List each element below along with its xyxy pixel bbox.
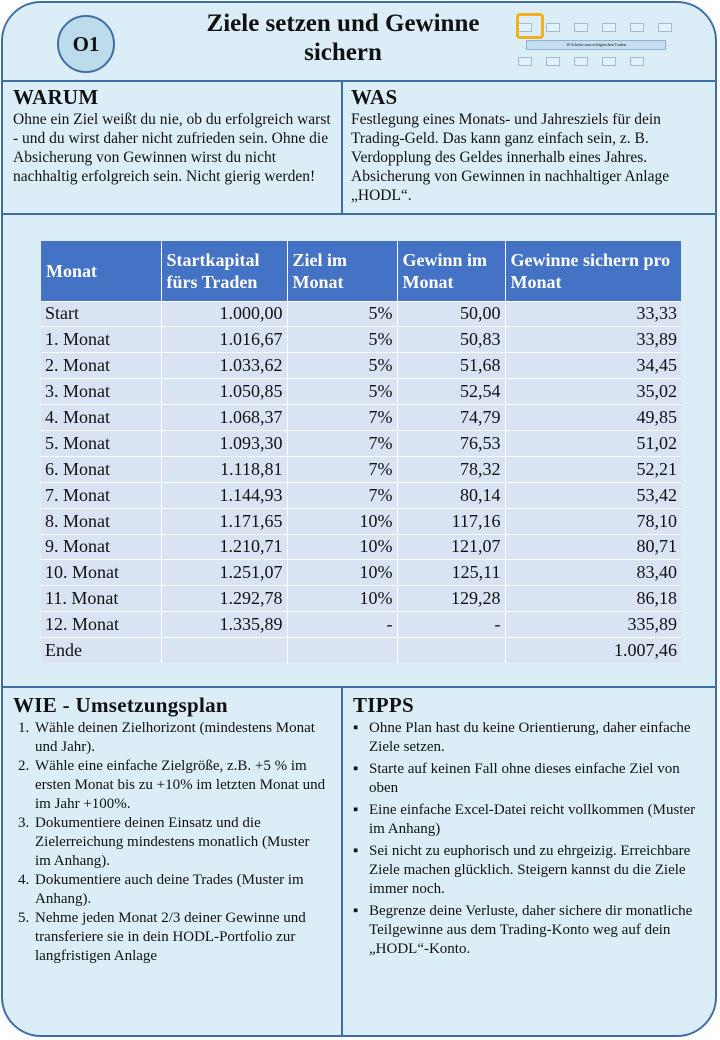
table-row [41,430,681,456]
tipps-list-item: ▪ Eine einfache Excel-Datei reicht vollkommen (Muster im Anhang) [351,801,709,839]
wie-list-item: 3. Dokumentiere deinen Einsatz und die Zielerreichung mindestens monatlich (Muster im Anhang). [33,814,329,871]
table-cell: 78,32 [397,456,505,482]
table-cell: 52,54 [397,379,505,405]
step-box [630,23,644,32]
table-cell: 5% [287,327,397,353]
column-header-profit: Gewinn im Monat [397,241,505,301]
warum-text: Ohne ein Ziel weißt du nie, ob du erfolgreich warst - und du wirst daher nicht zufrieden sein. Ohne die Absicherung von Gewinnen wirst du nicht nachhaltig erfolgreich sein. Nicht gierig werden! [13,111,331,185]
wie-list [11,719,329,966]
column-header-start-capital: Startkapital fürs Traden [161,241,287,301]
table-cell: Ende [41,638,161,664]
table-row [41,327,681,353]
wie-list-item: 1. Wähle deinen Zielhorizont (mindestens Monat und Jahr). [33,719,329,757]
table-cell: 1.093,30 [161,430,287,456]
step-badge [57,15,115,73]
tipps-list-item: ▪ Starte auf keinen Fall ohne dieses einfache Ziel von oben [351,760,709,798]
table-cell: 1.068,37 [161,405,287,431]
steps-overview-graphic [508,11,683,73]
was-text: Festlegung eines Monats- und Jahresziels für dein Trading-Geld. Das kann ganz einfach sein, z. B. Verdopplung des Geldes innerhalb eines Jahres. Absicherung von Gewinnen in nachhaltiger Anlage „HODL“. [351,111,670,204]
table-cell: 1.251,07 [161,560,287,586]
table-cell: 86,18 [505,586,681,612]
table-cell [161,638,287,664]
table-cell: 1.144,93 [161,482,287,508]
table-cell: 10% [287,560,397,586]
wie-heading: WIE - Umsetzungsplan [13,693,228,717]
wie-list-item: 4. Dokumentiere auch deine Trades (Muster im Anhang). [33,871,329,909]
column-header-month: Monat [41,241,161,301]
tipps-heading: TIPPS [353,693,415,717]
table-cell: 5% [287,301,397,327]
table-cell: 1.335,89 [161,612,287,638]
table-cell [287,638,397,664]
table-cell: 52,21 [505,456,681,482]
warum-heading: WARUM [13,85,99,109]
step-box [630,57,644,66]
table-cell: 74,79 [397,405,505,431]
table-cell: 10. Monat [41,560,161,586]
wie-list-item: 2. Wähle eine einfache Zielgröße, z.B. +5 % im ersten Monat bis zu +10% im letzten Monat und im Jahr +100%. [33,757,329,814]
table-cell: 10% [287,534,397,560]
table-cell: 53,42 [505,482,681,508]
table-cell: 5. Monat [41,430,161,456]
table-row [41,353,681,379]
steps-bar: 10 Schritte zum erfolgreichen Traden [526,40,666,50]
table-cell: 12. Monat [41,612,161,638]
table-cell: 7% [287,405,397,431]
divider [3,686,715,688]
table-cell: 1.171,65 [161,508,287,534]
table-cell: 4. Monat [41,405,161,431]
table-cell: 51,02 [505,430,681,456]
table-row [41,612,681,638]
table-cell: 7% [287,482,397,508]
table-cell: 10% [287,508,397,534]
tipps-list-item: ▪ Sei nicht zu euphorisch und zu ehrgeizig. Erreichbare Ziele machen glücklich. Steigern kannst du die Ziele immer noch. [351,842,709,899]
table-header-row [41,241,681,301]
tipps-list-item: ▪ Ohne Plan hast du keine Orientierung, daher einfache Ziele setzen. [351,719,709,757]
table-cell: 5% [287,353,397,379]
table-cell: 9. Monat [41,534,161,560]
table-cell: 83,40 [505,560,681,586]
step-badge-label: O1 [72,31,100,56]
table-cell: 7% [287,430,397,456]
step-box [574,57,588,66]
table-cell: 121,07 [397,534,505,560]
table-cell: 1.050,85 [161,379,287,405]
step-box [602,23,616,32]
step-box [546,57,560,66]
table-cell: 11. Monat [41,586,161,612]
divider [3,80,715,82]
table-row [41,534,681,560]
table-cell: 1.000,00 [161,301,287,327]
worksheet-card [1,1,717,1037]
page-title: Ziele setzen und Gewinne sichern [206,10,480,66]
table-cell: 1.007,46 [505,638,681,664]
table-cell: 50,00 [397,301,505,327]
divider [341,686,343,1037]
table-cell: 335,89 [505,612,681,638]
table-cell: 8. Monat [41,508,161,534]
table-cell: 1.210,71 [161,534,287,560]
table-row [41,560,681,586]
table-row [41,405,681,431]
table-cell: 49,85 [505,405,681,431]
table-cell: 78,10 [505,508,681,534]
table-cell: 80,71 [505,534,681,560]
goals-table [41,241,681,663]
table-cell: 7. Monat [41,482,161,508]
table-cell: 50,83 [397,327,505,353]
divider [341,80,343,213]
table-cell: - [287,612,397,638]
tipps-list-container [351,719,709,962]
column-header-goal: Ziel im Monat [287,241,397,301]
table-cell: 10% [287,586,397,612]
table-cell: Start [41,301,161,327]
table-cell: - [397,612,505,638]
step-box [602,57,616,66]
table-cell: 1. Monat [41,327,161,353]
step-box [518,57,532,66]
table-cell: 80,14 [397,482,505,508]
table-row [41,638,681,664]
table-cell: 3. Monat [41,379,161,405]
table-cell: 117,16 [397,508,505,534]
table-row [41,379,681,405]
current-step-highlight [516,13,544,39]
step-box [658,23,672,32]
table-cell: 1.292,78 [161,586,287,612]
table-cell: 129,28 [397,586,505,612]
wie-list-item: 5. Nehme jeden Monat 2/3 deiner Gewinne und transferiere sie in dein HODL-Portfolio zur langfristigen Anlage [33,909,329,966]
table-cell: 2. Monat [41,353,161,379]
table-cell: 5% [287,379,397,405]
table-row [41,456,681,482]
table-cell: 6. Monat [41,456,161,482]
step-box [546,23,560,32]
table-row [41,586,681,612]
table-cell: 1.033,62 [161,353,287,379]
wie-list-container [11,719,329,966]
column-header-secure-profit: Gewinne sichern pro Monat [505,241,681,301]
table-cell: 1.016,67 [161,327,287,353]
table-row [41,482,681,508]
table-cell: 34,45 [505,353,681,379]
table-row [41,301,681,327]
table-cell [397,638,505,664]
table-cell: 33,33 [505,301,681,327]
table-row [41,508,681,534]
table-cell: 35,02 [505,379,681,405]
divider [3,213,715,215]
table-cell: 33,89 [505,327,681,353]
table-cell: 1.118,81 [161,456,287,482]
tipps-list-item: ▪ Begrenze deine Verluste, daher sichere dir monatliche Teilgewinne aus dem Trading-Konto weg auf dein „HODL“-Konto. [351,902,709,959]
table-cell: 7% [287,456,397,482]
was-heading: WAS [351,85,398,109]
table-cell: 51,68 [397,353,505,379]
table-cell: 76,53 [397,430,505,456]
tipps-list [351,719,709,959]
table-cell: 125,11 [397,560,505,586]
step-box [574,23,588,32]
